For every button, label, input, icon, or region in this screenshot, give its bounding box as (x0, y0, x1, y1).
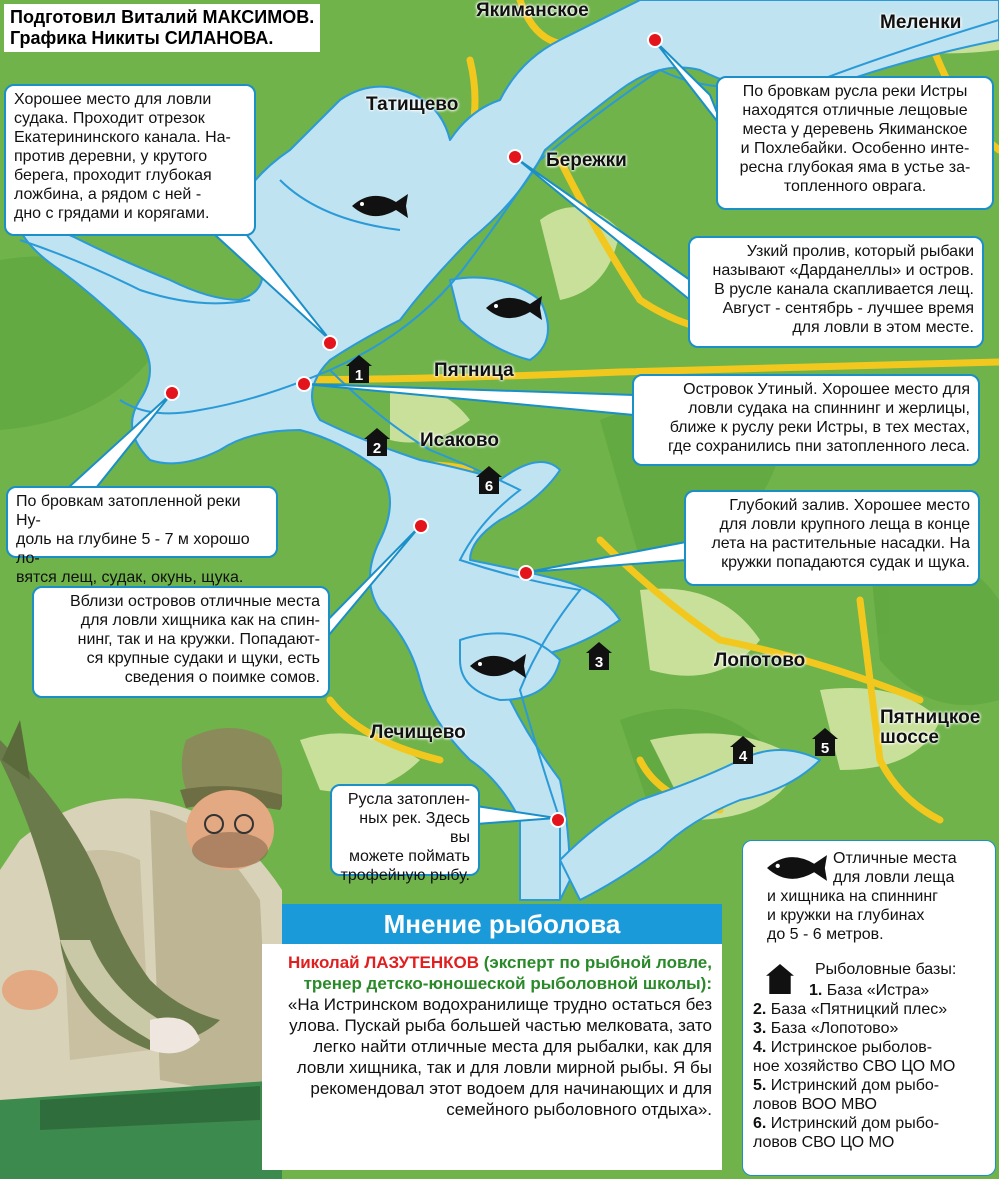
callout-line: ближе к руслу реки Истры, в тех местах, (669, 419, 970, 436)
callout-line: лета на растительные насадки. На (711, 535, 970, 552)
legend-fish-line: и хищника на спиннинг (767, 888, 939, 905)
credit-graphics: Графика Никиты СИЛАНОВА. (10, 28, 274, 48)
legend-base-num: 1. (809, 982, 823, 999)
opinion-quote: «На Истринском водохранилище трудно остаться без улова. Пускай рыба большей частью мелковата, зато легко найти отличные места для рыбалки, как для ловли хищника, так и для ловли мирной рыбы. Я бы рекомендовал этот водоем для начинающих и для семейного рыболовного отдыха». (287, 995, 712, 1119)
opinion-header: Мнение рыболова (282, 904, 722, 944)
fish-icon (767, 853, 827, 883)
callout-line: Островок Утиный. Хорошее место для (683, 381, 970, 398)
callout-nudol (6, 486, 278, 586)
village-pyatnitskoe-line2: шоссе (880, 727, 939, 748)
legend (742, 840, 996, 1176)
base-marker-2 (364, 428, 390, 456)
legend-bases (753, 960, 985, 1152)
callout-utiny (632, 374, 980, 466)
base-marker-6 (476, 466, 502, 494)
callout-line: Екатерининского канала. На- (14, 129, 231, 146)
legend-base-num: 4. (753, 1039, 767, 1056)
legend-fish-line: Отличные места (833, 850, 957, 867)
callout-line: Русла затоплен- (347, 791, 470, 808)
village-berezhki: Бережки (546, 150, 627, 171)
legend-fish-line: для ловли леща (833, 869, 955, 886)
callout-line: берега, проходит глубокая (14, 167, 212, 184)
fisherman-photo (0, 720, 282, 1179)
legend-fish-line: до 5 - 6 метров. (767, 926, 884, 943)
base-marker-3 (586, 642, 612, 670)
credit-author: Подготовил Виталий МАКСИМОВ. (10, 7, 315, 27)
legend-base-name: База «Истра» (822, 982, 930, 999)
callout-line: В русле канала скапливается лещ. (714, 281, 974, 298)
callout-line: называют «Дарданеллы» и остров. (712, 262, 974, 279)
callout-line: Узкий пролив, который рыбаки (746, 243, 974, 260)
legend-base-name-cont: ловов ВОО МВО (753, 1096, 877, 1113)
callout-line: доль на глубине 5 - 7 м хорошо ло- (16, 531, 250, 567)
base-marker-5-label: 5 (820, 740, 830, 756)
callout-rusla (330, 784, 480, 884)
base-marker-5 (812, 728, 838, 756)
legend-fish-row (753, 849, 985, 944)
village-pyatnitsa: Пятница (434, 360, 514, 381)
callout-line: для ловли в этом месте. (792, 319, 974, 336)
callout-line: трофейную рыбу. (340, 867, 470, 884)
callout-line: кружки попадаются судак и щука. (721, 554, 970, 571)
base-marker-1 (346, 355, 372, 383)
callout-line: для ловли крупного леща в конце (719, 516, 970, 533)
callout-line: Август - сентябрь - лучшее время (722, 300, 974, 317)
callout-istra-brovki (716, 76, 994, 210)
callout-line: для ловли хищника как на спин- (80, 612, 320, 629)
legend-base-num: 3. (753, 1020, 767, 1037)
village-tatishchevo: Татищево (366, 94, 459, 115)
legend-base-name: Истринский дом рыбо- (766, 1115, 940, 1132)
legend-base-item (753, 1019, 985, 1038)
opinion-author-role: (эксперт по рыбной ловле, тренер детско-юношеской рыболовной школы): (303, 953, 712, 993)
legend-base-name-cont: ловов СВО ЦО МО (753, 1134, 895, 1151)
callout-line: судака. Проходит отрезок (14, 110, 205, 127)
callout-line: ся крупные судаки и щуки, есть (86, 650, 320, 667)
legend-base-name: Истринский дом рыбо- (766, 1077, 940, 1094)
house-icon (765, 964, 795, 994)
callout-line: Хорошее место для ловли (14, 91, 212, 108)
legend-base-name-cont: ное хозяйство СВО ЦО МО (753, 1058, 956, 1075)
callout-line: где сохранились пни затопленного леса. (667, 438, 970, 455)
callout-zaliv (684, 490, 980, 586)
base-marker-4-label: 4 (738, 748, 748, 764)
legend-base-num: 6. (753, 1115, 767, 1132)
callout-line: Вблизи островов отличные места (69, 593, 320, 610)
legend-base-name: База «Пятницкий плес» (766, 1001, 948, 1018)
callout-line: По бровкам затопленной реки Ну- (16, 493, 241, 529)
legend-base-item (753, 1000, 985, 1019)
callout-line: дно с грядами и корягами. (14, 205, 210, 222)
callout-line: Глубокий залив. Хорошее место (729, 497, 970, 514)
legend-base-name: Истринское рыболов- (766, 1039, 933, 1056)
callout-line: ложбина, а рядом с ней - (14, 186, 202, 203)
legend-base-name: База «Лопотово» (766, 1020, 899, 1037)
legend-base-item (753, 1114, 985, 1152)
base-marker-4 (730, 736, 756, 764)
callout-line: ресна глубокая яма в устье за- (739, 159, 971, 176)
callout-line: можете поймать (349, 848, 470, 865)
village-melenki: Меленки (880, 12, 962, 33)
legend-fish-line: и кружки на глубинах (767, 907, 925, 924)
credit-box (4, 4, 320, 52)
village-isakovo: Исаково (420, 430, 499, 451)
legend-bases-title: Рыболовные базы: (815, 961, 957, 978)
callout-line: По бровкам русла реки Истры (742, 83, 968, 100)
callout-ostrova (32, 586, 330, 698)
callout-line: вятся лещ, судак, окунь, щука. (16, 569, 244, 586)
legend-base-num: 5. (753, 1077, 767, 1094)
village-yakimanskoe: Якиманское (476, 0, 589, 21)
callout-line: ловли судака на спиннинг и жерлицы, (688, 400, 970, 417)
village-pyatnitskoe-shosse (880, 708, 980, 748)
village-lechishchevo: Лечищево (370, 722, 466, 743)
callout-line: ных рек. Здесь вы (359, 810, 470, 846)
base-marker-1-label: 1 (354, 367, 364, 383)
opinion-body (262, 944, 722, 1170)
callout-line: сведения о поимке сомов. (124, 669, 320, 686)
callout-line: топленного оврага. (783, 178, 927, 195)
base-marker-2-label: 2 (372, 440, 382, 456)
callout-line: находятся отличные лещовые (742, 102, 968, 119)
legend-base-item (753, 1076, 985, 1114)
callout-line: и Похлебайки. Особенно инте- (740, 140, 970, 157)
callout-line: против деревни, у крутого (14, 148, 208, 165)
callout-line: нинг, так и на кружки. Попадают- (77, 631, 320, 648)
callout-line: места у деревень Якиманское (742, 121, 968, 138)
base-marker-6-label: 6 (484, 478, 494, 494)
village-lopotovo: Лопотово (714, 650, 806, 671)
callout-sudak (4, 84, 256, 236)
legend-base-num: 2. (753, 1001, 767, 1018)
base-marker-3-label: 3 (594, 654, 604, 670)
village-pyatnitskoe-line1: Пятницкое (880, 707, 981, 728)
opinion-author-name: Николай ЛАЗУТЕНКОВ (287, 953, 479, 972)
legend-base-item (753, 1038, 985, 1076)
callout-dardanelly (688, 236, 984, 348)
legend-bases-list (753, 981, 985, 1152)
